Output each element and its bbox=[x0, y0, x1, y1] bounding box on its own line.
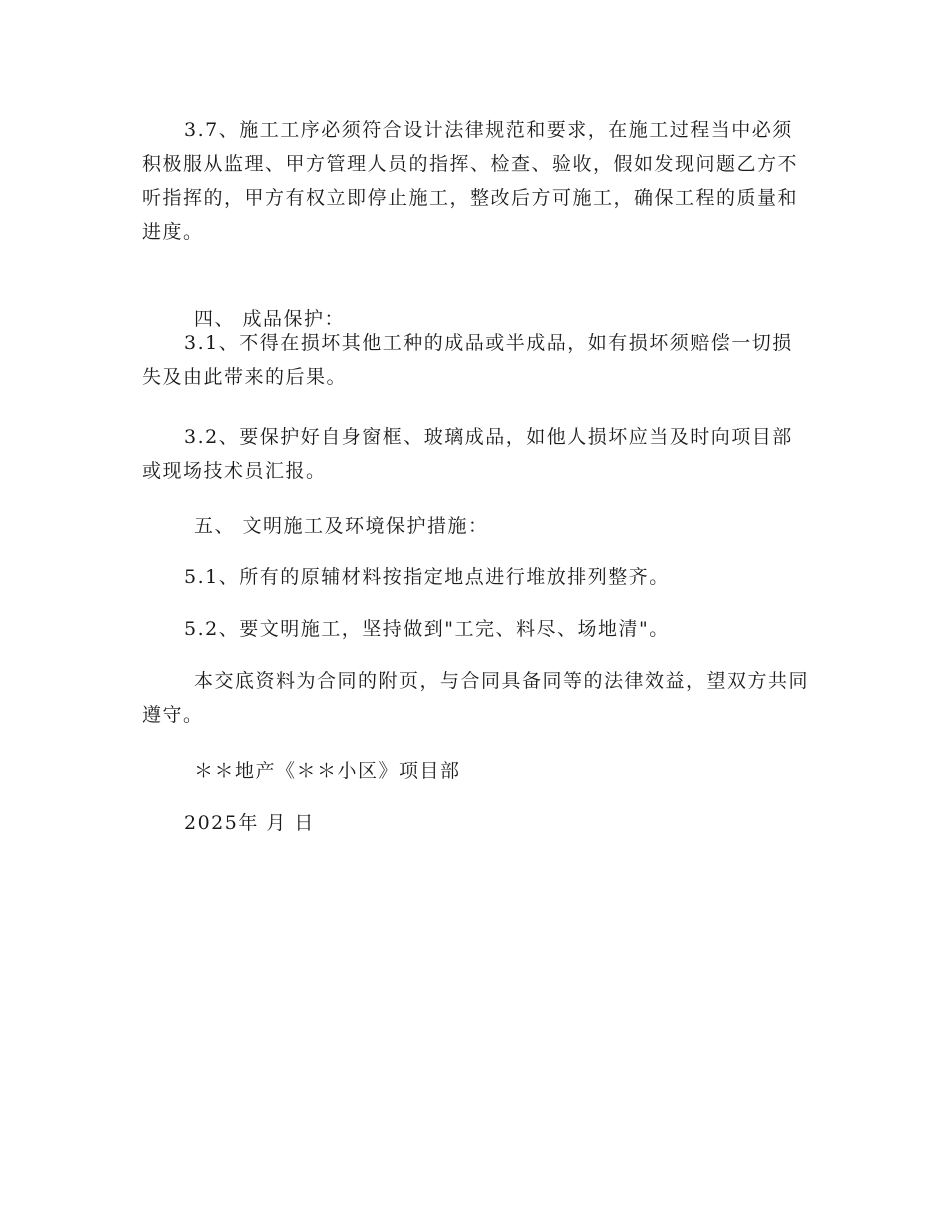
clause-5-1: 5.1、所有的原辅材料按指定地点进行堆放排列整齐。 bbox=[184, 566, 670, 588]
closing-statement: 本交底资料为合同的附页，与合同具备同等的法律效益，望双方共同遵守。 bbox=[142, 670, 810, 726]
clause-3-2: 3.2、要保护好自身窗框、玻璃成品，如他人损坏应当及时向项目部或现场技术员汇报。 bbox=[142, 426, 793, 482]
clause-5-2: 5.2、要文明施工，坚持做到"工完、料尽、场地清"。 bbox=[184, 618, 670, 640]
section-heading-4: 四、 成品保护： bbox=[194, 308, 346, 330]
clause-3-7: 3.7、施工工序必须符合设计法律规范和要求，在施工过程当中必须积极服从监理、甲方管理人员的指挥、检查、验收，假如发现问题乙方不听指挥的，甲方有权立即停止施工，整改后方可施工，确保工程的质量和进度。 bbox=[142, 119, 799, 243]
date-line: 2025年 月 日 bbox=[184, 812, 315, 834]
issuer-signature: ＊＊地产《＊＊小区》项目部 bbox=[194, 760, 461, 782]
section-heading-5: 五、 文明施工及环境保护措施： bbox=[194, 515, 489, 537]
clause-3-1: 3.1、不得在损坏其他工种的成品或半成品，如有损坏须赔偿一切损失及由此带来的后果。 bbox=[142, 332, 793, 388]
